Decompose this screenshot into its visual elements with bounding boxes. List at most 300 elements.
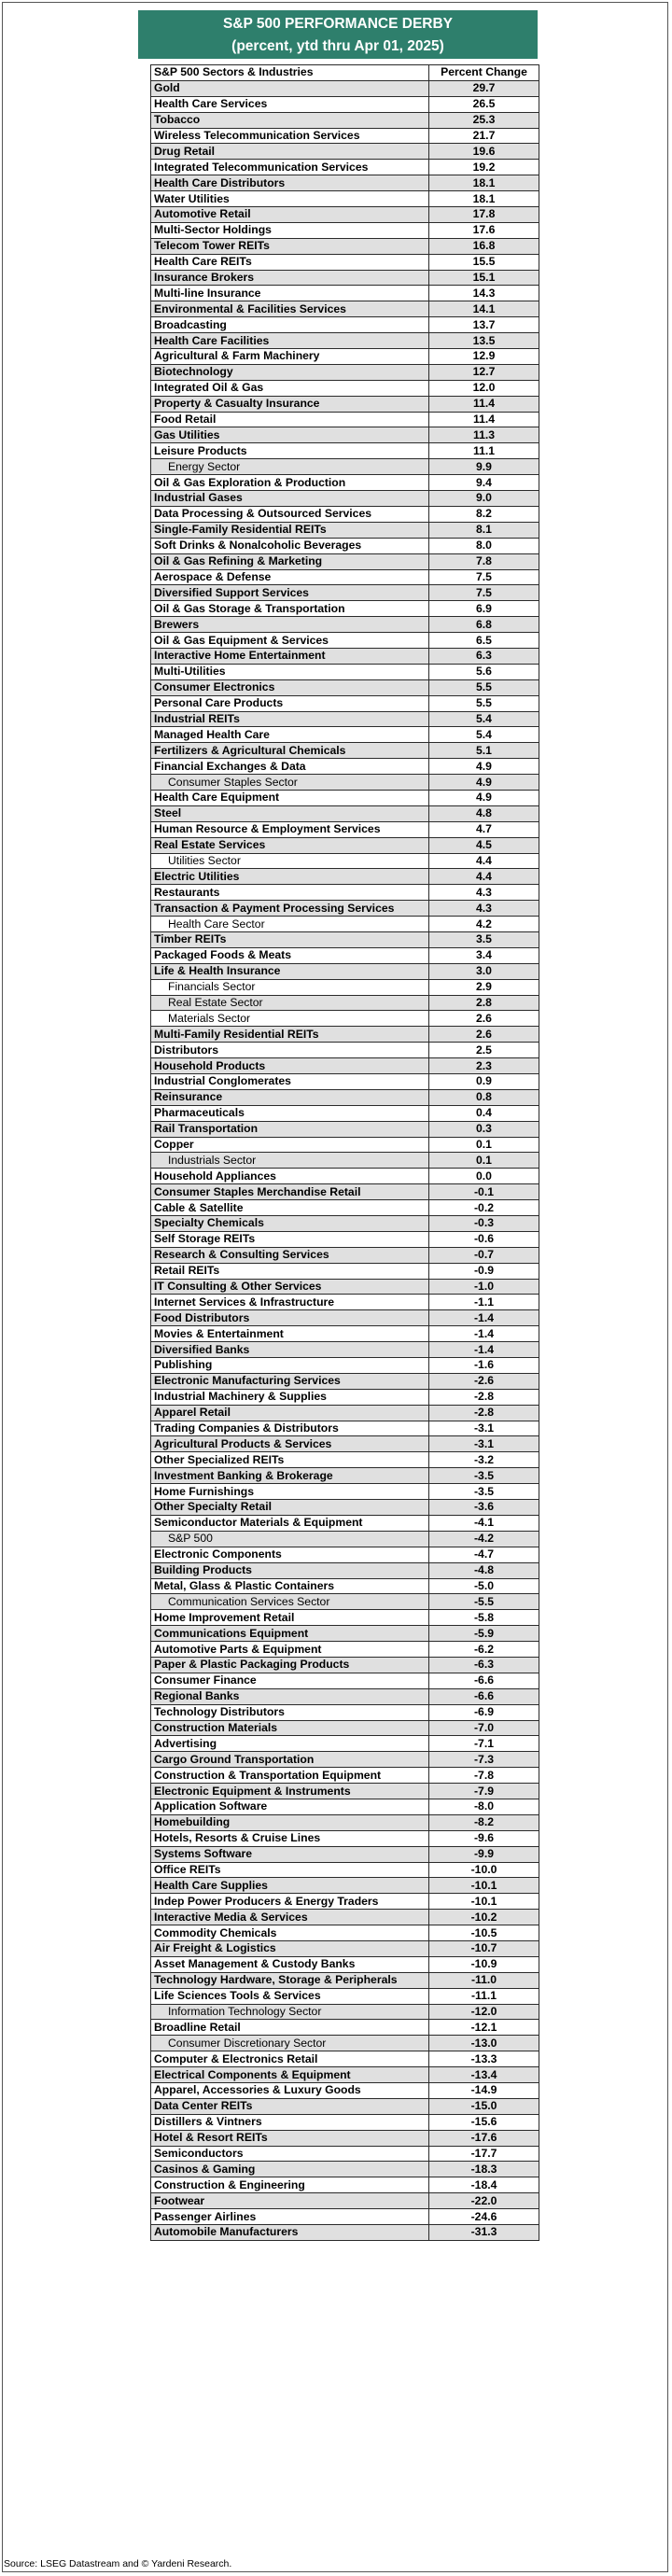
row-name: Industrial Gases (151, 491, 429, 507)
row-value: -10.1 (429, 1894, 539, 1910)
sector-row (151, 917, 539, 932)
row-name: S&P 500 (151, 1531, 429, 1547)
title-line1: S&P 500 PERFORMANCE DERBY (222, 16, 454, 32)
table-row (151, 1405, 539, 1421)
row-name: Advertising (151, 1736, 429, 1752)
row-value: -4.8 (429, 1562, 539, 1578)
row-value: 19.6 (429, 144, 539, 160)
table-row (151, 1940, 539, 1956)
row-value: -4.1 (429, 1515, 539, 1531)
row-name: Interactive Home Entertainment (151, 648, 429, 664)
row-value: 2.8 (429, 995, 539, 1011)
row-value: 6.5 (429, 633, 539, 649)
row-value: 2.6 (429, 1027, 539, 1043)
row-value: 0.4 (429, 1105, 539, 1121)
row-name: Publishing (151, 1358, 429, 1374)
table-row (151, 364, 539, 380)
row-name: Electronic Manufacturing Services (151, 1373, 429, 1389)
row-name: Pharmaceuticals (151, 1105, 429, 1121)
row-value: 19.2 (429, 160, 539, 175)
row-value: 6.3 (429, 648, 539, 664)
row-value: 2.5 (429, 1043, 539, 1058)
row-name: Diversified Support Services (151, 585, 429, 601)
row-value: -3.6 (429, 1500, 539, 1516)
row-name: Soft Drinks & Nonalcoholic Beverages (151, 538, 429, 553)
table-row (151, 1642, 539, 1658)
table-row (151, 1988, 539, 2004)
row-name: Multi-Sector Holdings (151, 222, 429, 238)
table-row (151, 1878, 539, 1894)
table-row (151, 491, 539, 507)
row-name: Construction & Engineering (151, 2177, 429, 2193)
table-row (151, 2130, 539, 2146)
table-row (151, 396, 539, 412)
table-row (151, 333, 539, 349)
row-name: Consumer Staples Merchandise Retail (151, 1184, 429, 1200)
source-note: Source: LSEG Datastream and © Yardeni Research. (4, 2558, 232, 2569)
row-name: Restaurants (151, 885, 429, 901)
row-name: Agricultural & Farm Machinery (151, 349, 429, 365)
row-value: 4.5 (429, 837, 539, 853)
row-value: -2.8 (429, 1405, 539, 1421)
sector-row (151, 775, 539, 791)
row-name: Footwear (151, 2193, 429, 2209)
row-name: Construction Materials (151, 1720, 429, 1736)
row-value: -0.6 (429, 1231, 539, 1247)
table-row (151, 1389, 539, 1405)
row-name: Metal, Glass & Plastic Containers (151, 1578, 429, 1594)
row-name: Insurance Brokers (151, 270, 429, 286)
table-row (151, 1547, 539, 1562)
table-row (151, 1358, 539, 1374)
row-value: -18.3 (429, 2162, 539, 2177)
row-name: Passenger Airlines (151, 2209, 429, 2225)
table-row (151, 1562, 539, 1578)
row-value: -3.2 (429, 1452, 539, 1468)
table-row (151, 2098, 539, 2114)
table-row (151, 1247, 539, 1263)
row-value: -31.3 (429, 2225, 539, 2241)
table-row (151, 475, 539, 491)
table-row (151, 380, 539, 396)
row-name: Multi-Utilities (151, 664, 429, 679)
row-value: -15.0 (429, 2098, 539, 2114)
row-name: Utilities Sector (151, 853, 429, 869)
row-value: 4.8 (429, 805, 539, 821)
table-row (151, 538, 539, 553)
table-row (151, 2146, 539, 2162)
row-value: -4.2 (429, 1531, 539, 1547)
row-value: 4.4 (429, 853, 539, 869)
row-value: 5.4 (429, 711, 539, 727)
title-banner (138, 10, 538, 59)
row-value: 3.4 (429, 947, 539, 963)
table-row (151, 1578, 539, 1594)
row-name: Consumer Staples Sector (151, 775, 429, 791)
row-value: 0.8 (429, 1089, 539, 1105)
row-name: Investment Banking & Brokerage (151, 1468, 429, 1484)
table-row (151, 1500, 539, 1516)
table-row (151, 601, 539, 617)
row-name: Health Care Facilities (151, 333, 429, 349)
table-row (151, 1074, 539, 1090)
row-name: Interactive Media & Services (151, 1910, 429, 1925)
row-name: Health Care Supplies (151, 1878, 429, 1894)
table-row (151, 1200, 539, 1216)
table-row (151, 1910, 539, 1925)
row-value: -13.4 (429, 2067, 539, 2083)
row-value: -3.1 (429, 1436, 539, 1452)
table-row (151, 2225, 539, 2241)
row-value: 9.4 (429, 475, 539, 491)
row-name: Information Technology Sector (151, 2004, 429, 2020)
row-name: Consumer Electronics (151, 679, 429, 695)
row-name: Food Retail (151, 412, 429, 427)
row-value: 6.9 (429, 601, 539, 617)
table-row (151, 1295, 539, 1310)
row-value: 0.3 (429, 1121, 539, 1137)
table-row (151, 1058, 539, 1074)
row-name: Semiconductor Materials & Equipment (151, 1515, 429, 1531)
table-row (151, 222, 539, 238)
row-name: Oil & Gas Equipment & Services (151, 633, 429, 649)
row-value: 2.9 (429, 979, 539, 995)
row-name: Movies & Entertainment (151, 1326, 429, 1342)
table-row (151, 1436, 539, 1452)
row-value: 12.9 (429, 349, 539, 365)
row-name: Regional Banks (151, 1688, 429, 1704)
table-row (151, 144, 539, 160)
table-row (151, 633, 539, 649)
sector-row (151, 995, 539, 1011)
row-name: Reinsurance (151, 1089, 429, 1105)
row-value: -18.4 (429, 2177, 539, 2193)
table-row (151, 1373, 539, 1389)
row-value: -1.4 (429, 1326, 539, 1342)
row-value: 4.3 (429, 901, 539, 917)
row-name: Personal Care Products (151, 695, 429, 711)
row-value: 9.0 (429, 491, 539, 507)
header-name: S&P 500 Sectors & Industries (151, 65, 429, 81)
row-name: Broadline Retail (151, 2020, 429, 2036)
row-name: Internet Services & Infrastructure (151, 1295, 429, 1310)
table-row (151, 412, 539, 427)
table-row (151, 727, 539, 743)
row-value: 15.1 (429, 270, 539, 286)
table-row (151, 1310, 539, 1326)
row-value: -17.6 (429, 2130, 539, 2146)
row-name: Household Appliances (151, 1169, 429, 1184)
row-name: Communications Equipment (151, 1626, 429, 1642)
row-value: 2.6 (429, 1011, 539, 1027)
row-value: -3.5 (429, 1468, 539, 1484)
row-name: Biotechnology (151, 364, 429, 380)
table-row (151, 1169, 539, 1184)
table-row (151, 1830, 539, 1846)
row-name: Oil & Gas Refining & Marketing (151, 553, 429, 569)
table-row (151, 1956, 539, 1972)
table-row (151, 2177, 539, 2193)
table-row (151, 1610, 539, 1626)
row-value: -0.3 (429, 1216, 539, 1232)
table-row (151, 1105, 539, 1121)
table-row (151, 2114, 539, 2130)
table-row (151, 569, 539, 585)
table-row (151, 1673, 539, 1688)
row-value: 17.8 (429, 207, 539, 223)
row-name: Communication Services Sector (151, 1594, 429, 1610)
table-row (151, 885, 539, 901)
table-row (151, 1688, 539, 1704)
row-value: -12.0 (429, 2004, 539, 2020)
row-name: Asset Management & Custody Banks (151, 1956, 429, 1972)
row-name: Human Resource & Employment Services (151, 821, 429, 837)
row-value: 12.7 (429, 364, 539, 380)
table-row (151, 2051, 539, 2067)
table-row (151, 1626, 539, 1642)
row-name: Industrial Machinery & Supplies (151, 1389, 429, 1405)
row-value: -13.3 (429, 2051, 539, 2067)
sector-row (151, 1594, 539, 1610)
row-value: 21.7 (429, 128, 539, 144)
row-name: Steel (151, 805, 429, 821)
row-value: -5.8 (429, 1610, 539, 1626)
row-value: 29.7 (429, 80, 539, 96)
row-value: 8.1 (429, 522, 539, 538)
table-row (151, 2162, 539, 2177)
row-name: Financial Exchanges & Data (151, 759, 429, 775)
row-name: Hotel & Resort REITs (151, 2130, 429, 2146)
row-value: 11.1 (429, 443, 539, 459)
row-value: -2.6 (429, 1373, 539, 1389)
row-value: 5.4 (429, 727, 539, 743)
row-value: -10.0 (429, 1862, 539, 1878)
table-row (151, 1027, 539, 1043)
row-value: -11.0 (429, 1972, 539, 1988)
row-value: 5.1 (429, 743, 539, 759)
row-name: Timber REITs (151, 931, 429, 947)
row-value: -10.2 (429, 1910, 539, 1925)
row-value: -9.6 (429, 1830, 539, 1846)
row-value: 16.8 (429, 238, 539, 254)
row-name: Life Sciences Tools & Services (151, 1988, 429, 2004)
table-body (151, 80, 539, 2240)
row-value: -7.3 (429, 1752, 539, 1768)
row-value: -5.9 (429, 1626, 539, 1642)
table-row (151, 1972, 539, 1988)
row-name: Paper & Plastic Packaging Products (151, 1657, 429, 1673)
table-row (151, 1089, 539, 1105)
row-value: -12.1 (429, 2020, 539, 2036)
sector-row (151, 1153, 539, 1169)
row-name: Managed Health Care (151, 727, 429, 743)
table-row (151, 175, 539, 191)
row-name: Fertilizers & Agricultural Chemicals (151, 743, 429, 759)
row-value: 11.3 (429, 427, 539, 443)
title-line2: (percent, ytd thru Apr 01, 2025) (231, 38, 444, 54)
row-name: Air Freight & Logistics (151, 1940, 429, 1956)
row-value: -24.6 (429, 2209, 539, 2225)
sector-row (151, 1011, 539, 1027)
row-value: 4.3 (429, 885, 539, 901)
row-name: Data Center REITs (151, 2098, 429, 2114)
row-name: Gas Utilities (151, 427, 429, 443)
row-name: Data Processing & Outsourced Services (151, 506, 429, 522)
row-name: Commodity Chemicals (151, 1925, 429, 1941)
row-name: Transaction & Payment Processing Services (151, 901, 429, 917)
table-row (151, 553, 539, 569)
row-value: -1.1 (429, 1295, 539, 1310)
row-value: 4.7 (429, 821, 539, 837)
row-value: 14.1 (429, 301, 539, 317)
row-name: Application Software (151, 1799, 429, 1814)
row-value: 12.0 (429, 380, 539, 396)
row-name: Consumer Finance (151, 1673, 429, 1688)
row-value: 5.5 (429, 695, 539, 711)
table-row (151, 2020, 539, 2036)
row-value: 0.1 (429, 1137, 539, 1153)
row-name: Electronic Components (151, 1547, 429, 1562)
row-value: 2.3 (429, 1058, 539, 1074)
row-value: -7.9 (429, 1784, 539, 1799)
row-name: Office REITs (151, 1862, 429, 1878)
row-name: Household Products (151, 1058, 429, 1074)
row-value: -8.2 (429, 1814, 539, 1830)
table-row (151, 1862, 539, 1878)
table-row (151, 1925, 539, 1941)
row-name: Oil & Gas Exploration & Production (151, 475, 429, 491)
row-value: 6.8 (429, 617, 539, 633)
table-row (151, 2193, 539, 2209)
row-name: Technology Hardware, Storage & Peripherals (151, 1972, 429, 1988)
row-name: Apparel Retail (151, 1405, 429, 1421)
row-value: 3.0 (429, 963, 539, 979)
row-name: Cargo Ground Transportation (151, 1752, 429, 1768)
row-name: Energy Sector (151, 459, 429, 475)
row-value: -6.2 (429, 1642, 539, 1658)
table-row (151, 1814, 539, 1830)
row-value: 13.5 (429, 333, 539, 349)
row-value: 13.7 (429, 317, 539, 333)
table-row (151, 759, 539, 775)
row-name: Systems Software (151, 1846, 429, 1862)
row-value: -15.6 (429, 2114, 539, 2130)
row-name: Multi-Family Residential REITs (151, 1027, 429, 1043)
row-value: 8.0 (429, 538, 539, 553)
row-value: -10.9 (429, 1956, 539, 1972)
row-name: Water Utilities (151, 191, 429, 207)
table-row (151, 1326, 539, 1342)
row-name: Semiconductors (151, 2146, 429, 2162)
row-name: Self Storage REITs (151, 1231, 429, 1247)
table-row (151, 191, 539, 207)
table-row (151, 1894, 539, 1910)
table-row (151, 506, 539, 522)
table-row (151, 1184, 539, 1200)
row-value: 4.4 (429, 869, 539, 885)
table-row (151, 664, 539, 679)
table-row (151, 1263, 539, 1279)
row-value: 18.1 (429, 175, 539, 191)
row-name: Packaged Foods & Meats (151, 947, 429, 963)
row-value: -13.0 (429, 2036, 539, 2051)
row-name: Telecom Tower REITs (151, 238, 429, 254)
row-value: 0.1 (429, 1153, 539, 1169)
row-name: Drug Retail (151, 144, 429, 160)
row-name: Distillers & Vintners (151, 2114, 429, 2130)
row-name: Computer & Electronics Retail (151, 2051, 429, 2067)
row-name: Distributors (151, 1043, 429, 1058)
table-row (151, 805, 539, 821)
table-row (151, 96, 539, 112)
row-value: 17.6 (429, 222, 539, 238)
table-row (151, 2209, 539, 2225)
table-row (151, 427, 539, 443)
table-row (151, 1846, 539, 1862)
row-name: Life & Health Insurance (151, 963, 429, 979)
row-value: -6.9 (429, 1704, 539, 1720)
row-name: Research & Consulting Services (151, 1247, 429, 1263)
row-value: 4.9 (429, 790, 539, 805)
row-name: Gold (151, 80, 429, 96)
table-row (151, 1515, 539, 1531)
row-value: 14.3 (429, 286, 539, 301)
row-name: Cable & Satellite (151, 1200, 429, 1216)
header-value: Percent Change (429, 65, 539, 81)
row-name: Real Estate Sector (151, 995, 429, 1011)
row-name: Single-Family Residential REITs (151, 522, 429, 538)
row-name: Trading Companies & Distributors (151, 1421, 429, 1436)
table-row (151, 207, 539, 223)
row-name: Diversified Banks (151, 1342, 429, 1358)
table-row (151, 522, 539, 538)
row-value: -1.4 (429, 1342, 539, 1358)
row-name: Health Care Sector (151, 917, 429, 932)
row-name: Broadcasting (151, 317, 429, 333)
row-name: Wireless Telecommunication Services (151, 128, 429, 144)
row-name: Home Improvement Retail (151, 1610, 429, 1626)
row-value: -0.2 (429, 1200, 539, 1216)
row-name: Environmental & Facilities Services (151, 301, 429, 317)
table-row (151, 1231, 539, 1247)
row-name: Automotive Retail (151, 207, 429, 223)
row-name: Industrial REITs (151, 711, 429, 727)
row-value: -4.7 (429, 1547, 539, 1562)
row-value: -0.7 (429, 1247, 539, 1263)
row-name: Multi-line Insurance (151, 286, 429, 301)
table-row (151, 790, 539, 805)
row-name: Retail REITs (151, 1263, 429, 1279)
table-row (151, 711, 539, 727)
row-value: 9.9 (429, 459, 539, 475)
table-row (151, 617, 539, 633)
row-name: Leisure Products (151, 443, 429, 459)
table-row (151, 648, 539, 664)
row-name: Apparel, Accessories & Luxury Goods (151, 2083, 429, 2099)
sector-row (151, 979, 539, 995)
table-row (151, 1342, 539, 1358)
table-row (151, 1752, 539, 1768)
row-name: IT Consulting & Other Services (151, 1279, 429, 1295)
table-row (151, 743, 539, 759)
row-name: Copper (151, 1137, 429, 1153)
row-value: -8.0 (429, 1799, 539, 1814)
row-value: 26.5 (429, 96, 539, 112)
row-name: Electrical Components & Equipment (151, 2067, 429, 2083)
row-value: -0.1 (429, 1184, 539, 1200)
row-value: 25.3 (429, 112, 539, 128)
table-row (151, 1484, 539, 1500)
